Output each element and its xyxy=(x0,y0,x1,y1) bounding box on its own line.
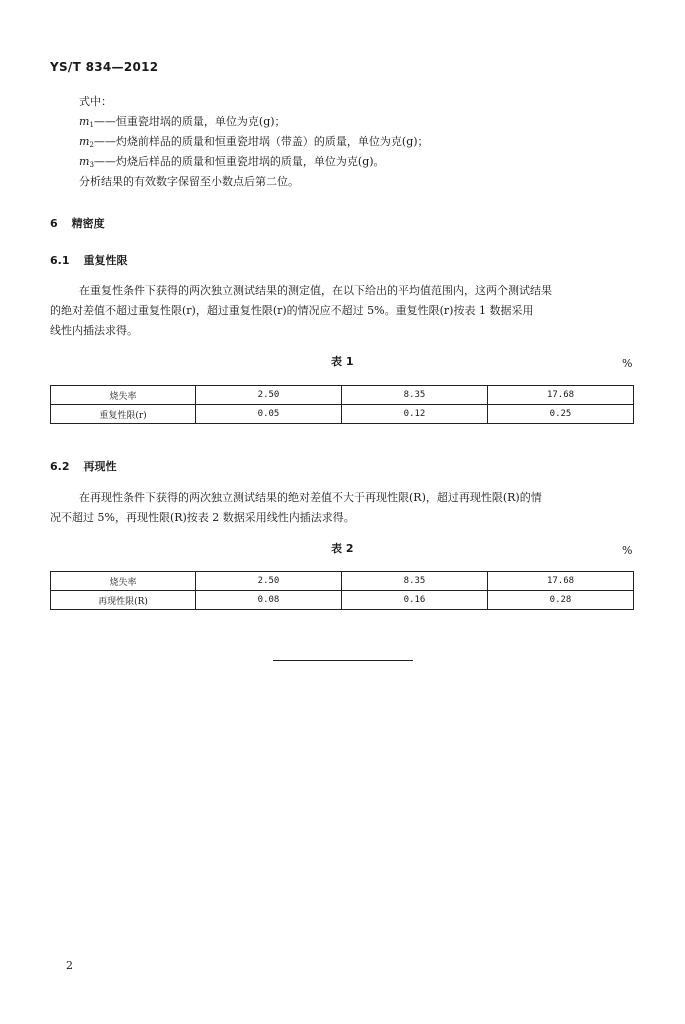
table-cell: 8.35 xyxy=(342,386,488,405)
table-2-unit: % xyxy=(622,544,633,557)
table-row xyxy=(51,386,634,405)
table-cell: 0.16 xyxy=(342,591,488,610)
section-number: 6.2 xyxy=(50,460,70,473)
paragraph-line: 况不超过 5%，再现性限(R)按表 2 数据采用线性内插法求得。 xyxy=(50,511,355,524)
page-number: 2 xyxy=(66,959,73,972)
table-cell: 0.08 xyxy=(196,591,342,610)
table-1-unit: % xyxy=(622,357,633,370)
paragraph-line: 在重复性条件下获得的两次独立测试结果的测定值，在以下给出的平均值范围内，这两个测试结果 xyxy=(79,284,552,297)
section-title: 再现性 xyxy=(83,460,117,473)
table-2-caption: 表 2 xyxy=(331,542,354,555)
table-row xyxy=(51,405,634,424)
paragraph-line: 线性内插法求得。 xyxy=(50,324,138,337)
table-cell: 0.28 xyxy=(488,591,634,610)
table-cell: 再现性限(R) xyxy=(51,591,196,610)
standard-code: YS/T 834—2012 xyxy=(50,60,159,74)
var-symbol: m xyxy=(79,115,90,128)
section-number: 6.1 xyxy=(50,254,70,267)
table-cell: 17.68 xyxy=(488,572,634,591)
table-cell: 重复性限(r) xyxy=(51,405,196,424)
section-title: 精密度 xyxy=(71,217,105,230)
var-symbol: m xyxy=(79,135,90,148)
var-description: ——灼烧前样品的质量和恒重瓷坩埚（带盖）的质量，单位为克(g)； xyxy=(93,135,429,148)
table-cell: 8.35 xyxy=(342,572,488,591)
var-subscript: 3 xyxy=(89,161,94,169)
paragraph-line: 的绝对差值不超过重复性限(r)，超过重复性限(r)的情况应不超过 5%。重复性限(r)按表 1 数据采用 xyxy=(50,304,534,317)
var-description: ——灼烧后样品的质量和恒重瓷坩埚的质量，单位为克(g)。 xyxy=(93,155,385,168)
table-cell: 17.68 xyxy=(488,386,634,405)
var-symbol: m xyxy=(79,155,90,168)
table-cell: 2.50 xyxy=(196,386,342,405)
section-6-2-heading xyxy=(50,459,117,475)
table-cell: 烧失率 xyxy=(51,572,196,591)
legend-item-m2 xyxy=(79,134,429,153)
table-cell: 0.12 xyxy=(342,405,488,424)
table-cell: 烧失率 xyxy=(51,386,196,405)
paragraph-line: 在再现性条件下获得的两次独立测试结果的绝对差值不大于再现性限(R)，超过再现性限(R)的情 xyxy=(79,491,542,504)
var-subscript: 2 xyxy=(89,141,94,149)
formula-intro: 式中： xyxy=(79,95,112,108)
section-number: 6 xyxy=(50,217,58,230)
section-title: 重复性限 xyxy=(83,254,128,267)
var-subscript: 1 xyxy=(89,121,94,129)
table-cell: 2.50 xyxy=(196,572,342,591)
table-row xyxy=(51,572,634,591)
table-2 xyxy=(50,571,634,610)
legend-item-m3 xyxy=(79,154,385,173)
table-1-caption: 表 1 xyxy=(331,355,354,368)
table-cell: 0.25 xyxy=(488,405,634,424)
end-of-document-rule xyxy=(273,660,413,661)
table-cell: 0.05 xyxy=(196,405,342,424)
legend-item-m1 xyxy=(79,114,286,133)
result-precision-note: 分析结果的有效数字保留至小数点后第二位。 xyxy=(79,175,299,188)
table-1 xyxy=(50,385,634,424)
section-6-heading xyxy=(50,216,105,232)
var-description: ——恒重瓷坩埚的质量，单位为克(g)； xyxy=(93,115,286,128)
section-6-1-heading xyxy=(50,253,128,269)
table-row xyxy=(51,591,634,610)
